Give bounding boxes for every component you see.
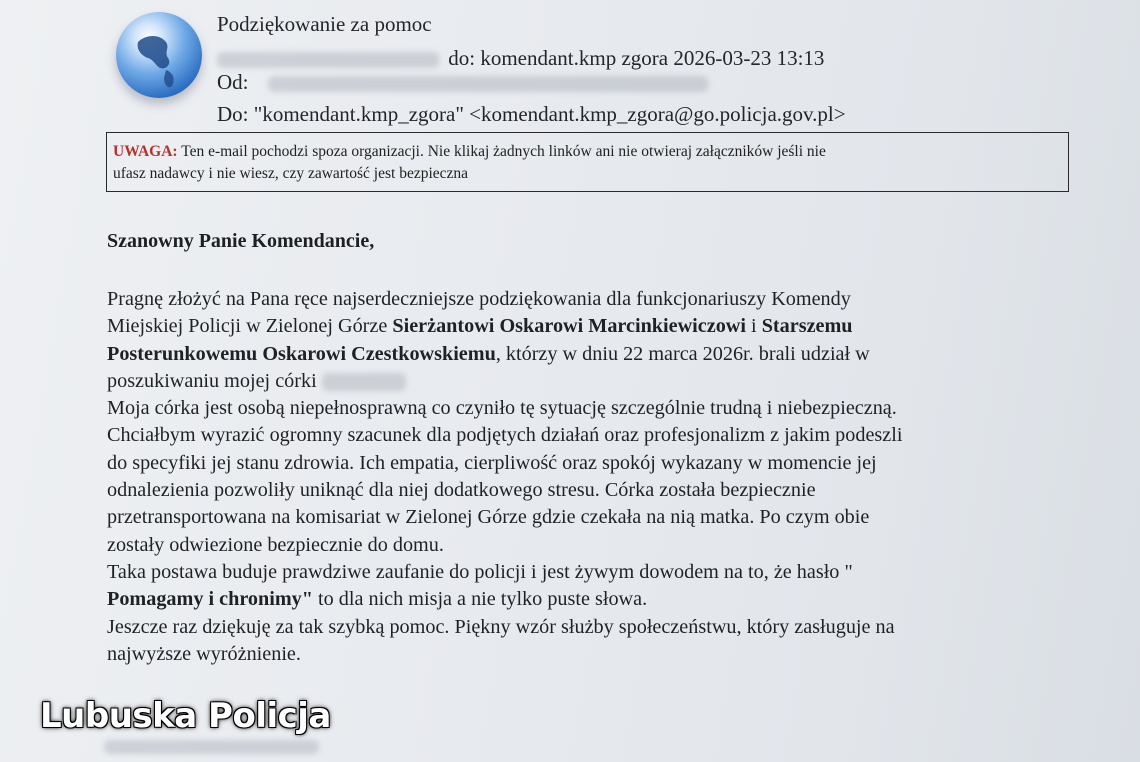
officer-rank-2: Starszemu — [761, 315, 853, 338]
from-label: Od: — [217, 70, 249, 94]
redacted-signature — [104, 740, 319, 754]
globe-icon — [116, 12, 202, 98]
letter-greeting: Szanowny Panie Komendancie, — [107, 230, 375, 252]
email-to-full: Do: "komendant.kmp_zgora" <komendant.kmp_zgora@go.policja.gov.pl> — [217, 102, 846, 126]
letter-line: Moja córka jest osobą niepełnosprawną co czyniło tę sytuację szczególnie trudną i niebezpieczną. — [107, 397, 897, 420]
to-line-text: do: komendant.kmp zgora 2026-03-23 13:13 — [448, 46, 825, 70]
text-run: poszukiwaniu mojej córki — [107, 369, 322, 392]
warning-label: UWAGA: — [113, 143, 178, 160]
letter-line: odnalezienia pozwoliły uniknąć dla niej dodatkowego stresu. Córka została bezpiecznie — [107, 479, 816, 502]
letter-line: do specyfiki jej stanu zdrowia. Ich empatia, cierpliwość oraz spokój wykazany w momencie jej — [107, 451, 877, 474]
text-run: Miejskiej Policji w Zielonej Górze — [107, 315, 393, 338]
letter-line — [107, 586, 1107, 613]
officer-name-1: Sierżantowi Oskarowi Marcinkiewiczowi — [392, 315, 746, 338]
letter-line: Pragnę złożyć na Pana ręce najserdeczniejsze podziękowania dla funkcjonariuszy Komendy — [107, 288, 851, 310]
external-warning-box — [106, 132, 1069, 192]
email-from-line — [217, 70, 708, 95]
warning-text-line2: ufasz nadawcy i nie wiesz, czy zawartość jest bezpieczna — [113, 165, 469, 182]
officer-name-2: Posterunkowemu Oskarowi Czestkowskiemu — [107, 342, 496, 365]
email-subject: Podziękowanie za pomoc — [217, 12, 432, 36]
text-run: i — [746, 315, 762, 338]
letter-line — [107, 313, 1107, 340]
letter-line: najwyższe wyróżnienie. — [107, 642, 301, 665]
redacted-sender-address — [268, 76, 708, 92]
letter-line — [107, 368, 1107, 395]
warning-text-line1: Ten e-mail pochodzi spoza organizacji. Nie klikaj żadnych linków ani nie otwieraj załączników jeśli nie — [177, 143, 826, 160]
redacted-daughter-name — [322, 373, 406, 391]
letter-line: Jeszcze raz dziękuję za tak szybką pomoc. Piękny wzór służby społeczeństwu, który zasługuje na — [107, 615, 895, 638]
text-run: , którzy w dniu 22 marca 2026r. brali udział w — [495, 342, 870, 365]
redacted-sender-name — [217, 52, 439, 68]
letter-line — [107, 341, 1107, 368]
email-to-line — [217, 46, 824, 71]
letter-line: zostały odwiezione bezpiecznie do domu. — [107, 533, 444, 556]
lubuska-policja-watermark: Lubuska Policja — [40, 696, 331, 736]
slogan: Pomagamy i chronimy" — [107, 588, 313, 611]
text-run: to dla nich misja a nie tylko puste słowa. — [312, 588, 648, 611]
letter-line: przetransportowana na komisariat w Zielonej Górze gdzie czekała na nią matka. Po czym obie — [107, 506, 870, 529]
letter-body — [107, 286, 1107, 668]
letter-line: Taka postawa buduje prawdziwe zaufanie do policji i jest żywym dowodem na to, że hasło " — [107, 560, 853, 583]
letter-line: Chciałbym wyrazić ogromny szacunek dla podjętych działań oraz profesjonalizm z jakim podeszli — [107, 424, 903, 447]
